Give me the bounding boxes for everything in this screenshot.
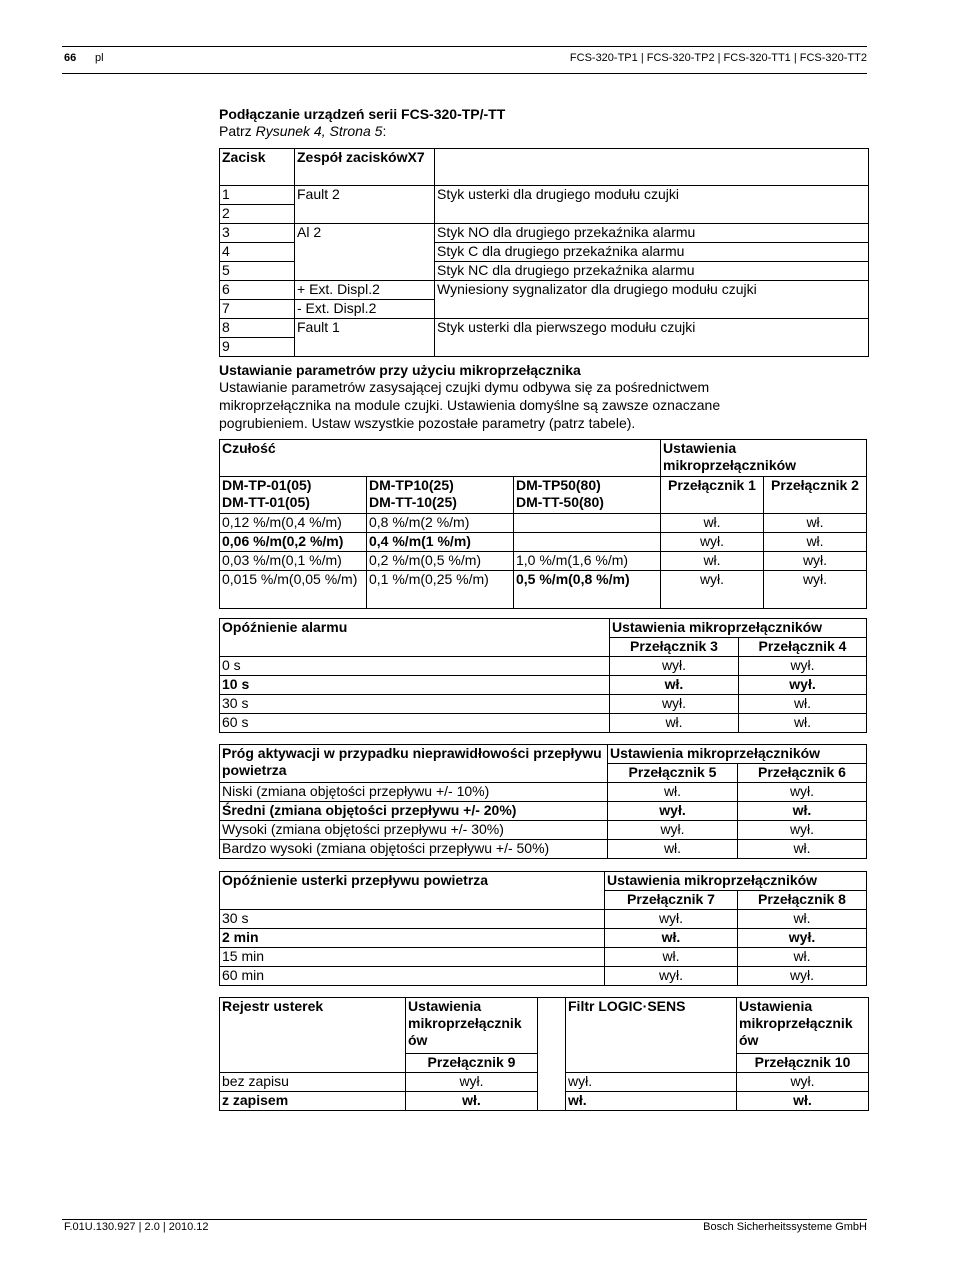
switch-8-header: Przełącznik 8 <box>738 891 867 910</box>
switch-value: wył. <box>738 783 867 802</box>
sensitivity-cell: 0,12 %/m(0,4 %/m) <box>220 514 367 533</box>
airflow-threshold-label: Wysoki (zmiana objętości przepływu +/- 30%) <box>220 821 608 840</box>
switch-value: wł. <box>661 514 764 533</box>
switch-value: wł. <box>738 948 867 967</box>
switch-value: wł. <box>605 929 738 948</box>
document-id: F.01U.130.927 | 2.0 | 2010.12 <box>64 1221 209 1233</box>
description-cell: Wyniesiony sygnalizator dla drugiego modułu czujki <box>435 281 869 319</box>
logic-sens-label: wył. <box>566 1073 737 1092</box>
model-label: DM-TP10(25) <box>369 477 454 493</box>
company-name: Bosch Sicherheitssysteme GmbH <box>703 1221 867 1233</box>
header-bottom-rule <box>62 73 867 74</box>
switch-value: wł. <box>661 552 764 571</box>
switch-value: wł. <box>738 840 867 859</box>
switch-7-header: Przełącznik 7 <box>605 891 738 910</box>
switch-value: wył. <box>608 802 738 821</box>
figure-reference-link[interactable]: Rysunek 4, Strona 5 <box>255 123 383 139</box>
switch-3-header: Przełącznik 3 <box>610 638 739 657</box>
airflow-threshold-label: Średni (zmiana objętości przepływu +/- 20%) <box>220 802 608 821</box>
switch-2-header: Przełącznik 2 <box>764 477 867 514</box>
intro-line-1: Ustawianie parametrów zasysającej czujki dymu odbywa się za pośrednictwem <box>219 379 710 395</box>
airflow-fault-delay-title: Opóźnienie usterki przepływu powietrza <box>220 872 605 910</box>
description-cell: Styk NC dla drugiego przekaźnika alarmu <box>435 262 869 281</box>
description-header <box>435 149 869 186</box>
fault-log-label: bez zapisu <box>220 1073 406 1092</box>
fault-log-table <box>219 997 869 1111</box>
airflow-threshold-table <box>219 744 867 859</box>
alarm-delay-title: Opóźnienie alarmu <box>220 619 610 657</box>
terminal-group-cell: + Ext. Displ.2 <box>295 281 435 300</box>
switch-value: wył. <box>739 676 867 695</box>
airflow-threshold-title: Próg aktywacji w przypadku nieprawidłowości przepływu powietrza <box>220 745 608 783</box>
airflow-fault-delay-label: 2 min <box>220 929 605 948</box>
switch-value: wył. <box>738 821 867 840</box>
model-column-2 <box>367 477 514 514</box>
switch-value: wył. <box>661 533 764 552</box>
model-column-1 <box>220 477 367 514</box>
switch-value: wył. <box>738 929 867 948</box>
airflow-threshold-settings-header: Ustawienia mikroprzełączników <box>608 745 867 764</box>
section-title-connection: Podłączanie urządzeń serii FCS-320-TP/-TT <box>219 106 506 122</box>
logic-sens-settings-header: Ustawienia mikroprzełącznik ów <box>737 998 869 1054</box>
airflow-fault-delay-settings-header: Ustawienia mikroprzełączników <box>605 872 867 891</box>
switch-value: wł. <box>608 840 738 859</box>
intro-line-2: mikroprzełącznika na module czujki. Ustawienia domyślne są zawsze oznaczane <box>219 397 721 413</box>
figure-reference-suffix: : <box>382 123 387 139</box>
terminal-cell: 7 <box>220 300 295 319</box>
terminal-cell: 2 <box>220 205 295 224</box>
alarm-delay-label: 60 s <box>220 714 610 733</box>
intro-line-3: pogrubieniem. Ustaw wszystkie pozostałe parametry (patrz tabele). <box>219 415 636 431</box>
terminal-group-cell: Al 2 <box>295 224 435 281</box>
description-cell: Styk C dla drugiego przekaźnika alarmu <box>435 243 869 262</box>
airflow-fault-delay-label: 60 min <box>220 967 605 986</box>
sensitivity-cell: 0,06 %/m(0,2 %/m) <box>220 533 367 552</box>
switch-value: wył. <box>605 967 738 986</box>
model-list: FCS-320-TP1 | FCS-320-TP2 | FCS-320-TT1 | FCS-320-TT2 <box>569 52 867 64</box>
airflow-threshold-label: Niski (zmiana objętości przepływu +/- 10%) <box>220 783 608 802</box>
switch-value: wł. <box>738 802 867 821</box>
model-column-3 <box>514 477 661 514</box>
fault-log-settings-header: Ustawienia mikroprzełącznik ów <box>406 998 538 1054</box>
switch-value: wył. <box>739 657 867 676</box>
sensitivity-cell <box>514 514 661 533</box>
switch-1-header: Przełącznik 1 <box>661 477 764 514</box>
terminal-group-cell: Fault 1 <box>295 319 435 357</box>
logic-sens-title: Filtr LOGIC·SENS <box>566 998 737 1073</box>
alarm-delay-label: 0 s <box>220 657 610 676</box>
terminal-header: Zacisk <box>220 149 295 186</box>
terminal-cell: 5 <box>220 262 295 281</box>
language-code: pl <box>95 52 104 64</box>
sensitivity-cell: 0,8 %/m(2 %/m) <box>367 514 514 533</box>
figure-reference-prefix: Patrz <box>219 123 256 139</box>
switch-value: wł. <box>605 948 738 967</box>
switch-value: wł. <box>608 783 738 802</box>
switch-5-header: Przełącznik 5 <box>608 764 738 783</box>
model-label: DM-TT-01(05) <box>222 494 310 510</box>
airflow-fault-delay-label: 30 s <box>220 910 605 929</box>
description-cell: Styk usterki dla drugiego modułu czujki <box>435 186 869 224</box>
model-label: DM-TT-50(80) <box>516 494 604 510</box>
page-number: 66 <box>64 52 77 64</box>
terminal-group-cell: Fault 2 <box>295 186 435 224</box>
logic-sens-label: wł. <box>566 1092 737 1111</box>
terminal-cell: 8 <box>220 319 295 338</box>
fault-log-label: z zapisem <box>220 1092 406 1111</box>
switch-value: wył. <box>608 821 738 840</box>
switch-value: wł. <box>738 910 867 929</box>
header-top-rule <box>62 46 867 47</box>
switch-value: wył. <box>406 1073 538 1092</box>
switch-value: wł. <box>739 695 867 714</box>
switch-value: wył. <box>610 695 739 714</box>
switch-value: wł. <box>739 714 867 733</box>
description-cell: Styk usterki dla pierwszego modułu czujki <box>435 319 869 357</box>
terminal-cell: 3 <box>220 224 295 243</box>
switch-value: wył. <box>661 571 764 609</box>
alarm-delay-settings-header: Ustawienia mikroprzełączników <box>610 619 867 638</box>
terminal-table <box>219 148 869 357</box>
terminal-group-cell: - Ext. Displ.2 <box>295 300 435 319</box>
terminal-cell: 6 <box>220 281 295 300</box>
switch-value: wł. <box>610 714 739 733</box>
alarm-delay-table <box>219 618 867 733</box>
sensitivity-cell: 1,0 %/m(1,6 %/m) <box>514 552 661 571</box>
fault-log-title: Rejestr usterek <box>220 998 406 1073</box>
sensitivity-cell: 0,015 %/m(0,05 %/m) <box>220 571 367 609</box>
description-cell: Styk NO dla drugiego przekaźnika alarmu <box>435 224 869 243</box>
terminal-group-header: Zespół zaciskówX7 <box>295 149 435 186</box>
airflow-fault-delay-label: 15 min <box>220 948 605 967</box>
switch-value: wył. <box>737 1073 869 1092</box>
terminal-cell: 9 <box>220 338 295 357</box>
switch-value: wł. <box>406 1092 538 1111</box>
figure-reference <box>219 122 386 140</box>
switch-value: wł. <box>764 514 867 533</box>
switch-6-header: Przełącznik 6 <box>738 764 867 783</box>
terminal-cell: 1 <box>220 186 295 205</box>
sensitivity-cell: 0,03 %/m(0,1 %/m) <box>220 552 367 571</box>
airflow-fault-delay-table <box>219 871 867 986</box>
sensitivity-cell: 0,4 %/m(1 %/m) <box>367 533 514 552</box>
switch-10-header: Przełącznik 10 <box>737 1054 869 1073</box>
switch-value: wł. <box>737 1092 869 1111</box>
sensitivity-cell: 0,1 %/m(0,25 %/m) <box>367 571 514 609</box>
model-label: DM-TT-10(25) <box>369 494 457 510</box>
switch-value: wył. <box>605 910 738 929</box>
switch-value: wł. <box>610 676 739 695</box>
alarm-delay-label: 10 s <box>220 676 610 695</box>
sensitivity-table <box>219 439 867 609</box>
airflow-threshold-label: Bardzo wysoki (zmiana objętości przepływu +/- 50%) <box>220 840 608 859</box>
switch-value: wył. <box>764 552 867 571</box>
sensitivity-cell: 0,2 %/m(0,5 %/m) <box>367 552 514 571</box>
sensitivity-settings-header: Ustawienia mikroprzełączników <box>661 440 867 477</box>
terminal-cell: 4 <box>220 243 295 262</box>
section-title-dip-switch: Ustawianie parametrów przy użyciu mikroprzełącznika <box>219 362 581 378</box>
switch-value: wył. <box>738 967 867 986</box>
sensitivity-cell <box>514 533 661 552</box>
switch-4-header: Przełącznik 4 <box>739 638 867 657</box>
table-spacer <box>538 998 566 1111</box>
switch-value: wył. <box>764 571 867 609</box>
switch-value: wł. <box>764 533 867 552</box>
sensitivity-cell: 0,5 %/m(0,8 %/m) <box>514 571 661 609</box>
model-label: DM-TP50(80) <box>516 477 601 493</box>
alarm-delay-label: 30 s <box>220 695 610 714</box>
sensitivity-title: Czułość <box>220 440 661 477</box>
footer-rule <box>62 1219 867 1220</box>
model-label: DM-TP-01(05) <box>222 477 312 493</box>
switch-value: wył. <box>610 657 739 676</box>
switch-9-header: Przełącznik 9 <box>406 1054 538 1073</box>
